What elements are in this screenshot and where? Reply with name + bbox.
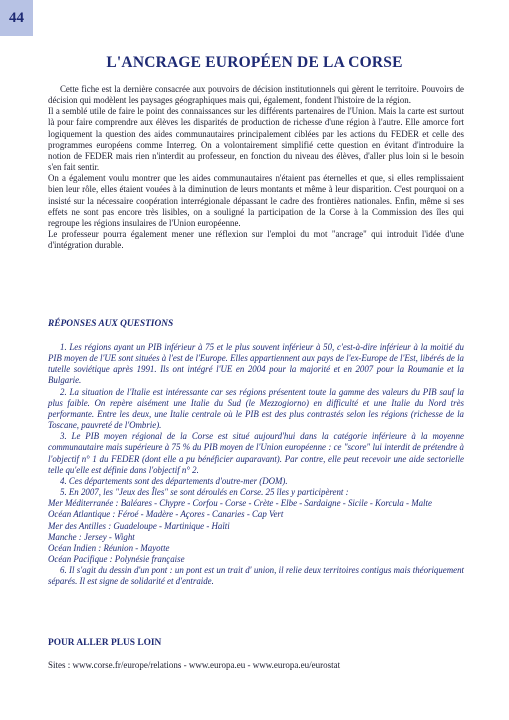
island-list-item: Mer des Antilles : Guadeloupe - Martinique - Haïti	[48, 520, 230, 531]
intro-paragraph: On a également voulu montrer que les aides communautaires n'étaient pas éternelles et que, si elles remplissaient bien leur rôle, elles étaient vouées à la diminution de leurs montants et même à leur disparition. C'est pourquoi on a insisté sur la nécessaire coopération interrégionale dépassant le cadre des frontières nationales. Enfin, même si ses effets ne sont pas encore très lisibles, on a souligné la participation de la Corse à la Commission des îles qui regroupe les régions insulaires de l'Union européenne.	[48, 173, 464, 228]
intro-section	[48, 84, 464, 251]
intro-paragraph: Le professeur pourra également mener une réflexion sur l'emploi du mot "ancrage" qui introduit l'idée d'une d'intégration durable.	[48, 229, 464, 251]
answer-paragraph: 2. La situation de l'Italie est intéressante car ses régions présentent toute la gamme des valeurs du PIB sauf la plus faible. On repère aisément une Italie du Sud (le Mezzogiorno) en difficulté et une Italie du Nord très performante. Entre les deux, une Italie centrale où le PIB est des plus contrastés selon les régions (richesse de la Toscane, pauvreté de l'Ombrie).	[48, 386, 464, 431]
island-list-item: Mer Méditerranée : Baléares - Chypre - Corfou - Corse - Crète - Elbe - Sardaigne - Sicile - Korcula - Malte	[48, 498, 432, 509]
island-list-item: Manche : Jersey - Wight	[48, 531, 135, 542]
island-list-item: Océan Atlantique : Féroé - Madère - Açores - Canaries - Cap Vert	[48, 509, 284, 520]
page-number: 44	[0, 0, 33, 36]
island-list-item: Océan Indien : Réunion - Mayotte	[48, 542, 170, 553]
intro-paragraph: Il a semblé utile de faire le point des connaissances sur les différents partenaires de l'Union. Mais la carte est surtout là pour faire comprendre aux élèves les disparités de production de richesse d'une région à l'autre. Elle amorce fort logiquement la question des aides communautaires principalement ciblées par les actions du FEDER et celle des programmes européens comme Interreg. On a volontairement simplifié cette question en évitant d'introduire la notion de FEDER mais rien n'interdit au professeur, en fonction du niveau des élèves, d'aller plus loin si le besoin s'en fait sentir.	[48, 106, 464, 173]
island-list-item: Océan Pacifique : Polynésie française	[48, 553, 185, 564]
answer-paragraph: 4. Ces départements sont des départements d'outre-mer (DOM).	[60, 475, 288, 486]
answer-paragraph: 6. Il s'agit du dessin d'un pont : un pont est un trait d' union, il relie deux territoires contigus mais théoriquement séparés. Il est signe de solidarité et d'entraide.	[48, 565, 464, 587]
answers-section	[48, 342, 464, 587]
sites-line: Sites : www.corse.fr/europe/relations - www.europa.eu - www.europa.eu/eurostat	[48, 660, 341, 670]
answer-paragraph: 5. En 2007, les "Jeux des Îles" se sont déroulés en Corse. 25 îles y participèrent :	[60, 487, 349, 498]
answer-paragraph: 3. Le PIB moyen régional de la Corse est situé aujourd'hui dans la catégorie inférieure à la moyenne communautaire mais supérieure à 75 % du PIB moyen de l'Union européenne : ce "score" lui interdit de prétendre à l'objectif n° 1 du FEDER (dont elle a pu bénéficier auparavant). Par contre, elle peut recevoir une aide sectorielle telle qu'elle est définie dans l'objectif n° 2.	[48, 431, 464, 475]
answer-paragraph: 1. Les régions ayant un PIB inférieur à 75 et le plus souvent inférieur à 50, c'est-à-dire inférieur à la moitié du PIB moyen de l'UE sont situées à l'est de l'Europe. Elles appartiennent aux pays de l'ex-Europe de l'Est, libérés de la tutelle soviétique après 1991. Ils ont intégré l'UE en 2004 pour la majorité et en 2007 pour la Roumanie et la Bulgarie.	[48, 342, 464, 386]
further-heading: POUR ALLER PLUS LOIN	[48, 638, 162, 648]
answers-heading: RÉPONSES AUX QUESTIONS	[48, 319, 174, 329]
page-title: L'ANCRAGE EUROPÉEN DE LA CORSE	[106, 54, 403, 71]
intro-paragraph: Cette fiche est la dernière consacrée aux pouvoirs de décision institutionnels qui gèrent le territoire. Pouvoirs de décision qui modèlent les paysages géographiques mais qui, également, fondent l'histoire de la région.	[48, 84, 464, 106]
